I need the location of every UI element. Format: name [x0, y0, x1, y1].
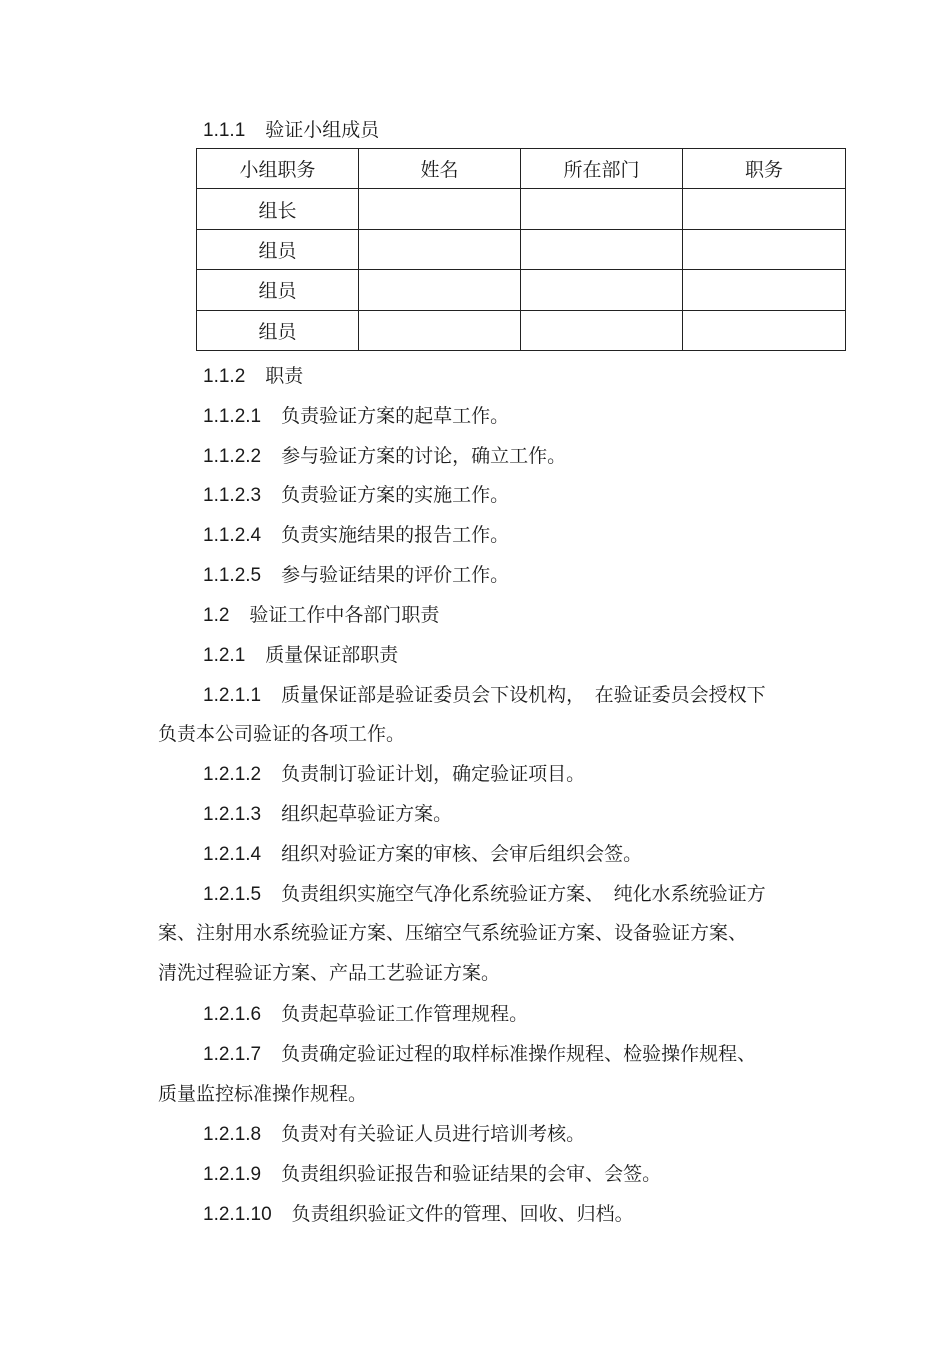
table-cell [683, 229, 846, 269]
paragraph-number: 1.1.2 [203, 366, 246, 387]
paragraph [203, 1202, 634, 1227]
paragraph-number: 1.2.1.7 [203, 1044, 262, 1065]
paragraph [203, 483, 509, 508]
table-cell-role: 组员 [197, 310, 359, 350]
paragraph [203, 683, 766, 708]
column-header-name: 姓名 [359, 149, 521, 189]
table-header-row [197, 149, 846, 189]
paragraph [203, 842, 642, 867]
paragraph-text: 负责验证方案的起草工作。 [281, 405, 510, 427]
paragraph-number: 1.2.1.1 [203, 685, 262, 706]
paragraph-text: 负责验证方案的实施工作。 [281, 484, 510, 506]
column-header-position: 职务 [683, 149, 846, 189]
heading-number: 1.1.1 [203, 120, 246, 141]
column-header-role: 小组职务 [197, 149, 359, 189]
paragraph [203, 444, 566, 469]
paragraph [203, 404, 509, 429]
table-cell-role: 组员 [197, 270, 359, 310]
table-row [197, 229, 846, 269]
paragraph [203, 1122, 585, 1147]
paragraph-number: 1.1.2.3 [203, 485, 262, 506]
column-header-department: 所在部门 [521, 149, 683, 189]
paragraph-text: 负责组织验证报告和验证结果的会审、会签。 [281, 1163, 662, 1185]
paragraph-text: 负责起草验证工作管理规程。 [281, 1003, 529, 1025]
paragraph-text: 职责 [265, 365, 304, 387]
paragraph-number: 1.2.1.4 [203, 844, 262, 865]
paragraph-number: 1.2.1.9 [203, 1164, 262, 1185]
table-cell [521, 189, 683, 229]
paragraph-number: 1.2.1.10 [203, 1204, 272, 1225]
paragraph [203, 1002, 528, 1027]
table-cell [683, 270, 846, 310]
paragraph-continuation: 质量监控标准操作规程。 [158, 1083, 368, 1105]
paragraph-number: 1.2.1.6 [203, 1004, 262, 1025]
table-cell [521, 310, 683, 350]
paragraph-text: 质量保证部职责 [265, 644, 399, 666]
paragraph-text: 验证工作中各部门职责 [249, 604, 440, 626]
paragraph [203, 364, 303, 389]
paragraph-text: 参与验证结果的评价工作。 [281, 564, 510, 586]
paragraph-number: 1.2.1.3 [203, 804, 262, 825]
team-members-table [196, 148, 846, 351]
paragraph [203, 643, 398, 668]
paragraph [203, 523, 509, 548]
paragraph-number: 1.2.1.8 [203, 1124, 262, 1145]
paragraph-number: 1.1.2.4 [203, 525, 262, 546]
table-row [197, 189, 846, 229]
paragraph-text: 负责确定验证过程的取样标准操作规程、检验操作规程、 [281, 1043, 757, 1065]
paragraph-text: 参与验证方案的讨论，确立工作。 [281, 445, 567, 467]
table-cell-role: 组员 [197, 229, 359, 269]
paragraph [203, 882, 766, 907]
paragraph-number: 1.1.2.1 [203, 406, 262, 427]
paragraph-number: 1.1.2.2 [203, 446, 262, 467]
paragraph-number: 1.1.2.5 [203, 565, 262, 586]
paragraph-text: 负责实施结果的报告工作。 [281, 524, 510, 546]
table-row [197, 270, 846, 310]
team-heading [203, 118, 379, 143]
paragraph-continuation: 负责本公司验证的各项工作。 [158, 723, 406, 745]
paragraph [203, 1042, 756, 1067]
paragraph [203, 563, 509, 588]
table-cell [521, 270, 683, 310]
table-cell [359, 229, 521, 269]
heading-text: 验证小组成员 [265, 119, 380, 141]
table-cell [359, 310, 521, 350]
paragraph-text: 负责组织实施空气净化系统验证方案、 纯化水系统验证方 [281, 883, 766, 905]
paragraph-text: 组织对验证方案的审核、会审后组织会签。 [281, 843, 643, 865]
paragraph-text: 负责组织验证文件的管理、回收、归档。 [291, 1203, 634, 1225]
table-cell-role: 组长 [197, 189, 359, 229]
paragraph [203, 1162, 661, 1187]
paragraph-continuation: 清洗过程验证方案、产品工艺验证方案。 [158, 962, 501, 984]
paragraph-text: 负责制订验证计划，确定验证项目。 [281, 763, 586, 785]
paragraph [203, 762, 585, 787]
paragraph [203, 603, 439, 628]
paragraph-number: 1.2.1.2 [203, 764, 262, 785]
table-cell [683, 310, 846, 350]
table-cell [683, 189, 846, 229]
paragraph-text: 组织起草验证方案。 [281, 803, 453, 825]
table-row [197, 310, 846, 350]
paragraph [203, 802, 452, 827]
table-cell [359, 270, 521, 310]
paragraph-continuation: 案、注射用水系统验证方案、压缩空气系统验证方案、设备验证方案、 [158, 922, 748, 944]
table-cell [521, 229, 683, 269]
paragraph-text: 负责对有关验证人员进行培训考核。 [281, 1123, 586, 1145]
paragraph-text: 质量保证部是验证委员会下设机构， 在验证委员会授权下 [281, 684, 766, 706]
table-cell [359, 189, 521, 229]
paragraph-number: 1.2.1.5 [203, 884, 262, 905]
paragraph-number: 1.2 [203, 605, 230, 626]
paragraph-number: 1.2.1 [203, 645, 246, 666]
